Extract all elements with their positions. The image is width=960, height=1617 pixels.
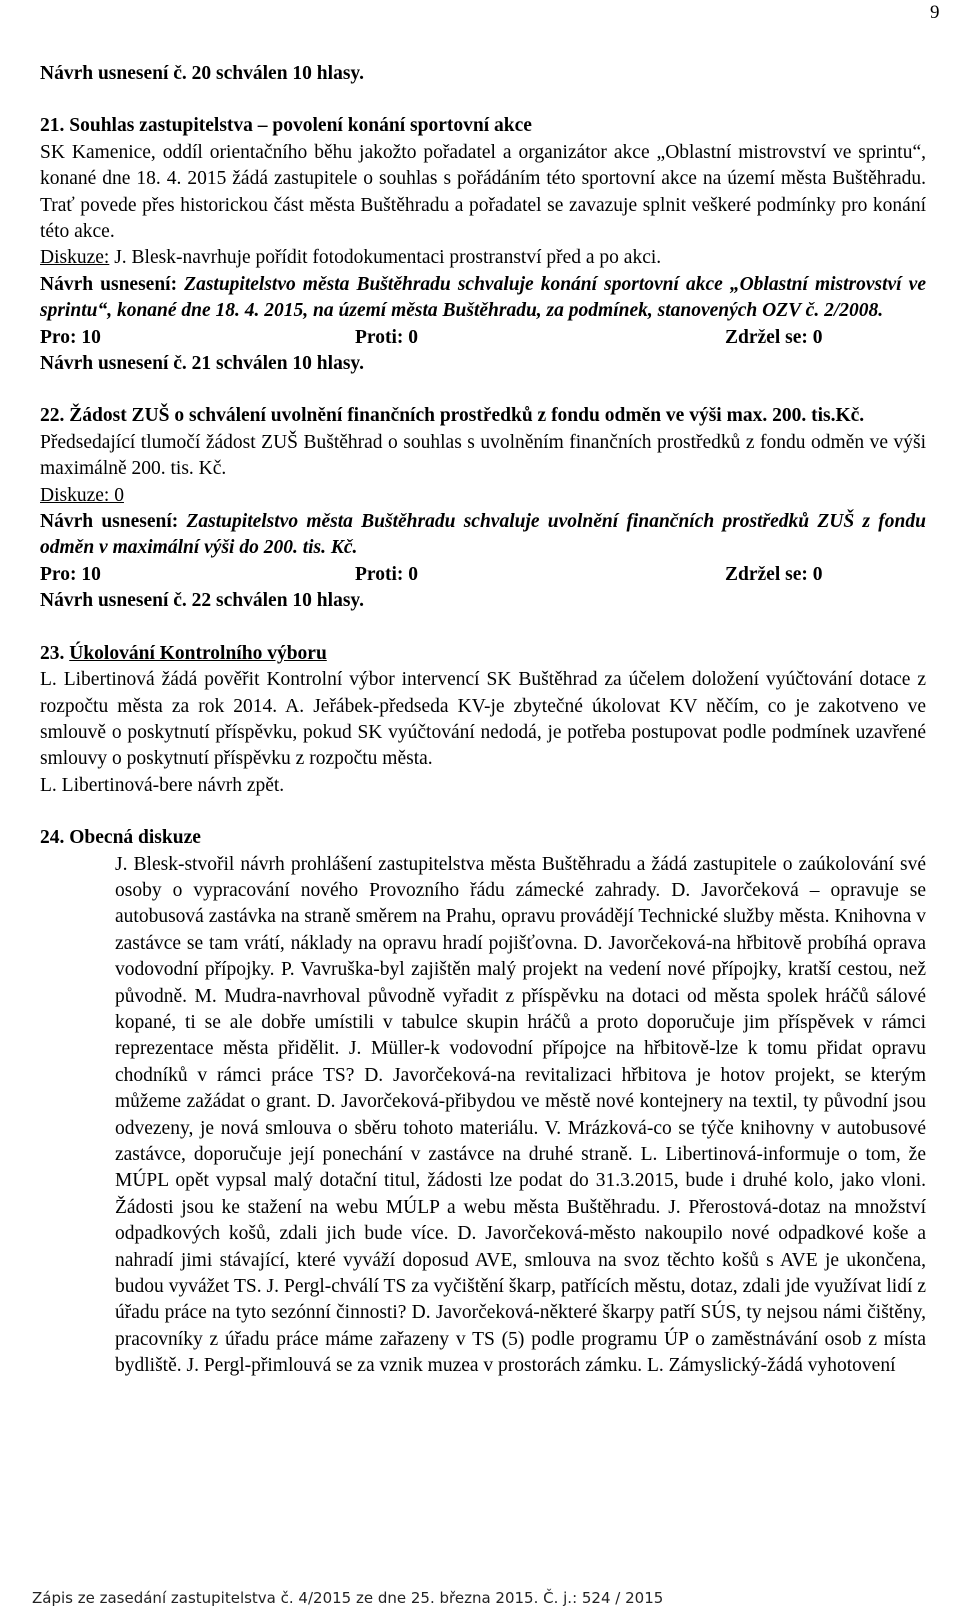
proposal-label: Návrh usnesení: xyxy=(40,511,179,533)
section-22-body: Předsedající tlumočí žádost ZUŠ Buštěhrad o souhlas s uvolněním finančních prostředků z fondu odměn ve výši maximálně 200. tis. Kč. xyxy=(40,431,926,480)
section-23-body: L. Libertinová žádá pověřit Kontrolní výbor intervencí SK Buštěhrad za účelem doložení vyúčtování dotace z rozpočtu města za rok 2014. A. Jeřábek-předseda KV-je zbytečné úkolovat KV něčím, co je zakotveno ve smlouvě o poskytnutí příspěvku, pokud SK vyúčtování nedodá, je potřeba postupovat podle podmínek uzavřené smlouvy o poskytnutí příspěvku z rozpočtu města. xyxy=(40,669,926,770)
proposal-text: Zastupitelstvo města Buštěhradu schvaluje konání sportovní akce „Oblastní mistrovství ve sprintu“, konané dne 18. 4. 2015, na území města Buštěhradu, za podmínek, stanovených OZV č. 2/2008. xyxy=(40,273,926,322)
vote-pro: Pro: 10 xyxy=(40,326,101,348)
discussion-text: J. Blesk-navrhuje pořídit fotodokumentaci prostranství před a po akci. xyxy=(109,247,662,269)
section-23-title: Úkolování Kontrolního výboru xyxy=(69,642,327,664)
discussion-label: Diskuze: xyxy=(40,247,110,269)
section-22-proposal xyxy=(40,509,926,562)
resolution-result-20: Návrh usnesení č. 20 schválen 10 hlasy. xyxy=(40,63,364,84)
section-22-heading: 22. Žádost ZUŠ o schválení uvolnění finančních prostředků z fondu odměn ve výši max. 200. tis.Kč. xyxy=(40,405,865,427)
resolution-result-22: Návrh usnesení č. 22 schválen 10 hlasy. xyxy=(40,590,364,612)
section-21-heading: 21. Souhlas zastupitelstva – povolení konání sportovní akce xyxy=(40,115,532,137)
section-24-body: J. Blesk-stvořil návrh prohlášení zastupitelstva města Buštěhradu a žádá zastupitele o zaúkolování své osoby o vypracování nového Provozního řádu zámecké zahrady. D. Javorčeková – opravuje se autobusová zastávka na straně směrem na Prahu, opravu provádějí Technické služby města. Knihovna v zastávce se tam vrátí, náklady na opravu hradí pojišťovna. D. Javorčeková-na hřbitově probíhá oprava vodovodní přípojky. P. Vavruška-byl zajištěn malý projekt na vedení nové přípojky, kratší cestou, než původně. M. Mudra-navrhoval původně vyřadit z příspěvku na dotaci od města spolek hráčů sálové kopané, ti se ale dobře umístili v tabulce skupin hráčů a proto doporučuje jim příspěvek v rámci reprezentace města přidělit. J. Müller-k vodovodní přípojce na hřbitově-lze k tomu přidat opravu chodníků v rámci práce TS? D. Javorčeková-na revitalizaci hřbitova je hotov projekt, se kterým můžeme zažádat o grant. D. Javorčeková-přibydou ve městě nové kontejnery na textil, ty původní jsou odvezeny, je nová smlouva o sběru tohoto materiálu. V. Mrázková-co se týče knihovny v autobusové zastávce, doporučuje její ponechání v zastávce na druhé straně. L. Libertinová-informuje o tom, že MÚPL opět vypsal malý dotační titul, žádosti lze podat do 31.3.2015, bude i druhé kolo, jako vloni. Žádosti jsou ke stažení na webu MÚLP a webu města Buštěhradu. J. Přerostová-dotaz na množství odpadkových košů, zdali jich bude více. D. Javorčeková-město nakoupilo nové odpadkové koše a nahradí jimi stávající, které vyváží doposud AVE, smlouva na svoz těchto košů s AVE je ukončena, budou vyvážet TS. J. Pergl-chválí TS za vyčištění škarp, patřících městu, dotaz, zdali jde využívat lidí z úřadu práce na tyto sezónní činnosti? D. Javorčeková-některé škarpy patří SÚS, ty nejsou námi čištěny, pracovníky z úřadu práce máme zařazeny v TS (5) podle programu ÚP o zaměstnávání osob z místa bydliště. J. Pergl-přimlouvá se za vznik muzea v prostorách zámku. L. Zámyslický-žádá vyhotovení xyxy=(115,853,926,1377)
section-21-discussion xyxy=(40,245,926,271)
vote-zdrzel: Zdržel se: 0 xyxy=(725,563,823,585)
vote-pro: Pro: 10 xyxy=(40,563,101,585)
page-number: 9 xyxy=(930,2,940,23)
section-23-heading xyxy=(40,641,926,667)
vote-zdrzel: Zdržel se: 0 xyxy=(725,326,823,348)
page-footer: Zápis ze zasedání zastupitelstva č. 4/2015 ze dne 25. března 2015. Č. j.: 524 / 2015 xyxy=(32,1589,664,1607)
resolution-result-21: Návrh usnesení č. 21 schválen 10 hlasy. xyxy=(40,353,364,375)
section-21-votes xyxy=(40,325,926,351)
section-22-votes xyxy=(40,562,926,588)
section-23-number: 23. xyxy=(40,642,70,664)
proposal-text: Zastupitelstvo města Buštěhradu schvaluje uvolnění finančních prostředků ZUŠ z fondu odměn v maximální výši do 200. tis. Kč. xyxy=(40,511,926,559)
proposal-label: Návrh usnesení: xyxy=(40,273,178,295)
document-content xyxy=(40,61,926,1380)
section-24-heading: 24. Obecná diskuze xyxy=(40,827,201,849)
vote-proti: Proti: 0 xyxy=(355,563,418,585)
section-21-proposal xyxy=(40,272,926,325)
section-21-body: SK Kamenice, oddíl orientačního běhu jakožto pořadatel a organizátor akce „Oblastní mistrovství ve sprintu“, konané dne 18. 4. 2015 žádá zastupitele o souhlas s pořádáním této sportovní akce na území města Buštěhradu. Trať povede přes historickou část města Buštěhradu a pořadatel se zavazuje splnit veškeré podmínky pro konání této akce. xyxy=(40,141,926,243)
section-22-discussion: Diskuze: 0 xyxy=(40,484,124,506)
section-23-last: L. Libertinová-bere návrh zpět. xyxy=(40,774,285,796)
vote-proti: Proti: 0 xyxy=(355,326,418,348)
